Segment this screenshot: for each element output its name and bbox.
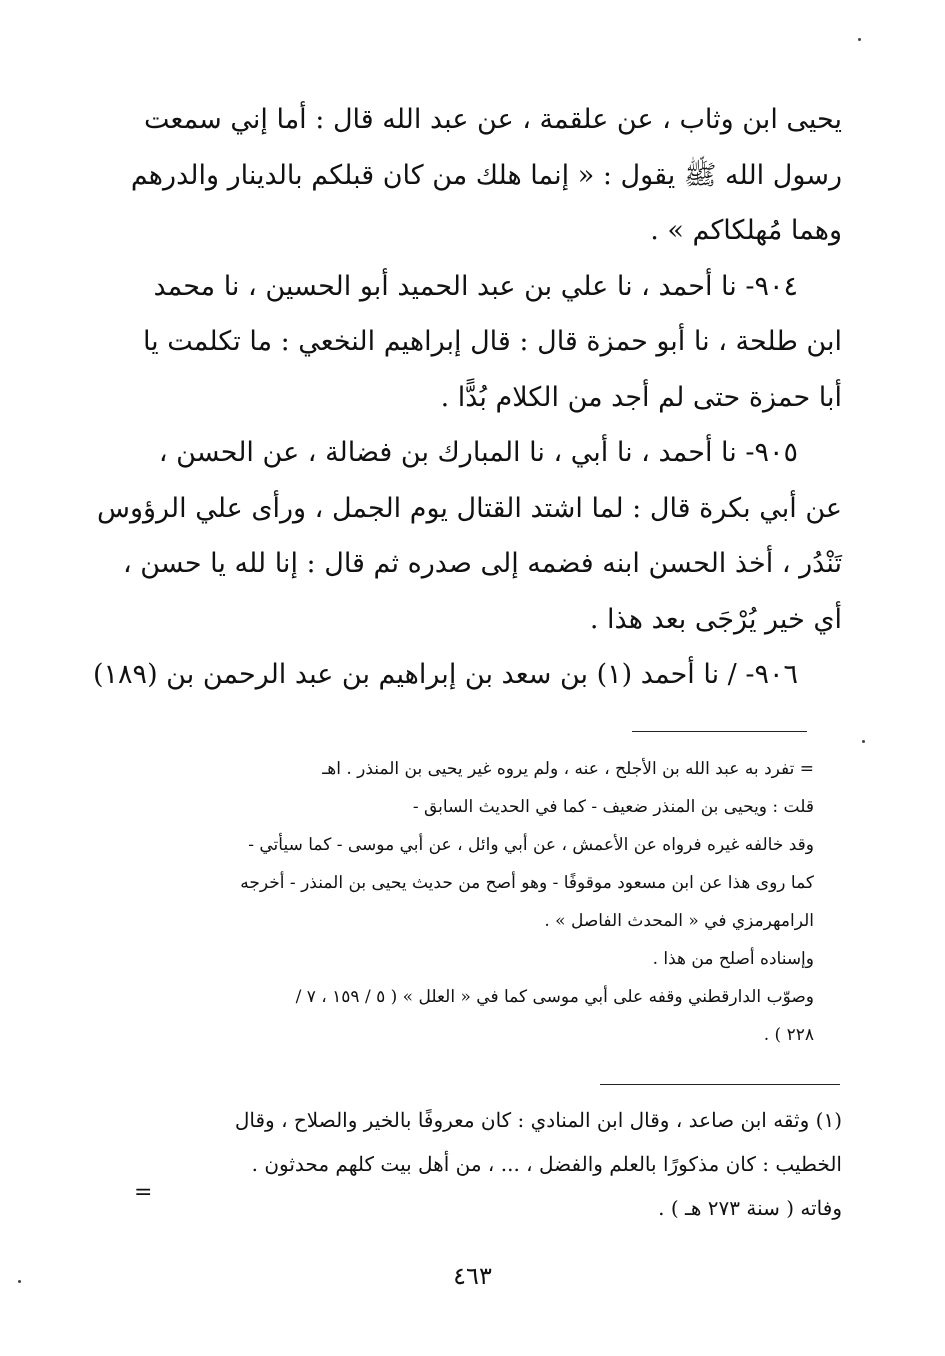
- footnote-line: وفاته ( سنة ٢٧٣ هـ ) .: [658, 1196, 842, 1220]
- footnote-line: وإسناده أصلح من هذا .: [652, 949, 814, 969]
- text-line: عن أبي بكرة قال : لما اشتد القتال يوم الجمل ، ورأى علي الرؤوس: [97, 492, 842, 524]
- continued-footnote: [130, 750, 842, 1054]
- footnote-line: = تفرد به عبد الله بن الأجلح ، عنه ، ولم يروه غير يحيى بن المنذر . اهـ: [322, 759, 814, 779]
- hadith-905-first-line: ٩٠٥- نا أحمد ، نا أبي ، نا المبارك بن فضالة ، عن الحسن ،: [158, 437, 798, 468]
- text-line: يحيى ابن وثاب ، عن علقمة ، عن عبد الله قال : أما إني سمعت: [144, 104, 842, 135]
- footnote-line: قلت : ويحيى بن المنذر ضعيف - كما في الحديث السابق -: [412, 797, 814, 817]
- paragraph-903-end: [130, 92, 842, 259]
- footnote-line: وصوّب الدارقطني وقفه على أبي موسى كما في « العلل » ( ٥ / ١٥٩ ، ٧ /: [295, 987, 814, 1007]
- text-line: أي خير يُرْجَى بعد هذا .: [589, 603, 842, 635]
- footnote-divider: [632, 731, 807, 732]
- continuation-mark: =: [134, 1180, 153, 1205]
- paragraph-904: [130, 259, 842, 426]
- scan-speck: [18, 1280, 21, 1283]
- text-line: وهما مُهلكاكم » .: [650, 215, 842, 246]
- text-line: رسول الله ﷺ يقول : « إنما هلك من كان قبلكم بالدينار والدرهم: [130, 159, 842, 191]
- paragraph-906: [93, 647, 842, 703]
- scan-speck: [858, 38, 861, 41]
- text-line: أبا حمزة حتى لم أجد من الكلام بُدًّا .: [440, 381, 842, 413]
- footnote-1: [130, 1098, 842, 1230]
- footnote-line: ٢٢٨ ) .: [763, 1025, 814, 1045]
- footnote-line: الرامهرمزي في « المحدث الفاصل » .: [544, 911, 814, 931]
- footnote-line: كما روى هذا عن ابن مسعود موقوفًا - وهو أصح من حديث يحيى بن المنذر - أخرجه: [240, 873, 814, 893]
- text-line: ابن طلحة ، نا أبو حمزة قال : قال إبراهيم النخعي : ما تكلمت يا: [142, 326, 842, 357]
- page-number: ٤٦٣: [453, 1262, 492, 1290]
- paragraph-905: [97, 425, 842, 647]
- hadith-904-first-line: ٩٠٤- نا أحمد ، نا علي بن عبد الحميد أبو الحسين ، نا محمد: [153, 270, 798, 302]
- scan-speck: [862, 740, 865, 743]
- main-text: [93, 92, 842, 703]
- footnote-line: (١) وثقه ابن صاعد ، وقال ابن المنادي : كان معروفًا بالخير والصلاح ، وقال: [234, 1108, 842, 1132]
- text-line: تَنْدُر ، أخذ الحسن ابنه فضمه إلى صدره ثم قال : إنا لله يا حسن ،: [122, 548, 842, 579]
- footnote-line: الخطيب : كان مذكورًا بالعلم والفضل ، ... ، من أهل بيت كلهم محدثون .: [251, 1152, 842, 1176]
- footnote-line: وقد خالفه غيره فرواه عن الأعمش ، عن أبي وائل ، عن أبي موسى - كما سيأتي -: [248, 835, 814, 855]
- hadith-906-first-line: ٩٠٦- / نا أحمد (١) بن سعد بن إبراهيم بن عبد الرحمن بن (١٨٩): [93, 659, 798, 690]
- footnote-divider: [600, 1084, 840, 1085]
